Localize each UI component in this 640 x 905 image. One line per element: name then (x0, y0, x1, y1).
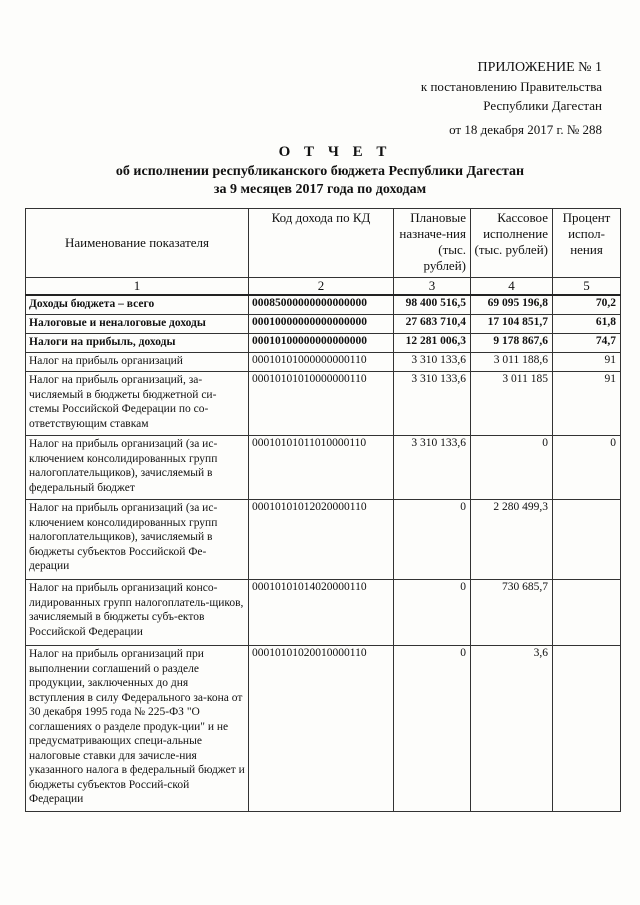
row-name: Налог на прибыль организаций (26, 353, 249, 372)
row-code: 00010101014020000110 (249, 580, 394, 646)
row-code: 00010101020010000110 (249, 646, 394, 812)
header-pct: Процент испол-нения (553, 209, 621, 278)
row-pct (553, 646, 621, 812)
row-name: Налог на прибыль организаций при выполнении соглашений о разделе продукции, заключенных до дня вступления в силу Федерального за-кона от 30 декабря 1995 года № 225-ФЗ "О соглашениях о разделе продук-ции" и не предусматривающих специ-альные налоговые ставки для зачисле-ния указанного налога в федеральный бюджет и бюджеты субъектов Россий-ской Федерации (26, 646, 249, 812)
appendix-title: ПРИЛОЖЕНИЕ № 1 (477, 60, 602, 75)
row-plan: 3 310 133,6 (394, 436, 471, 500)
row-exec: 3 011 185 (471, 372, 553, 436)
col-number: 2 (249, 278, 394, 296)
table-row (26, 580, 621, 646)
row-plan: 3 310 133,6 (394, 372, 471, 436)
row-pct (553, 500, 621, 580)
header-plan: Плановые назначе-ния (тыс. рублей) (394, 209, 471, 278)
row-name: Налог на прибыль организаций (за ис-ключением консолидированных групп налогоплательщиков), зачисляемый в федеральный бюджет (26, 436, 249, 500)
title-line-1: О Т Ч Е Т (278, 144, 392, 160)
table-row (26, 334, 621, 353)
row-name: Налог на прибыль организаций (за ис-ключением консолидированных групп налогоплательщиков), зачисляемый в бюджеты субъектов Российской Фе-дерации (26, 500, 249, 580)
row-exec: 0 (471, 436, 553, 500)
header-exec: Кассовое исполнение (тыс. рублей) (471, 209, 553, 278)
row-code: 00010000000000000000 (249, 315, 394, 334)
row-pct: 91 (553, 372, 621, 436)
row-code: 00010101011010000110 (249, 436, 394, 500)
row-plan: 0 (394, 500, 471, 580)
row-name: Налоги на прибыль, доходы (26, 334, 249, 353)
table-header-row (26, 209, 621, 278)
title-line-3: за 9 месяцев 2017 года по доходам (213, 182, 427, 197)
row-code: 00010101010000000110 (249, 372, 394, 436)
row-plan: 0 (394, 646, 471, 812)
appendix-block (421, 58, 602, 139)
row-name: Налог на прибыль организаций, за-числяемый в бюджеты бюджетной си-стемы Российской Федерации по со-ответствующим ставкам (26, 372, 249, 436)
row-exec: 17 104 851,7 (471, 315, 553, 334)
appendix-date: от 18 декабря 2017 г. № 288 (449, 122, 602, 137)
row-exec: 3 011 188,6 (471, 353, 553, 372)
row-exec: 730 685,7 (471, 580, 553, 646)
row-pct: 0 (553, 436, 621, 500)
appendix-reference: к постановлению Правительства (420, 79, 602, 94)
row-plan: 12 281 006,3 (394, 334, 471, 353)
row-exec: 9 178 867,6 (471, 334, 553, 353)
row-name: Доходы бюджета – всего (26, 295, 249, 315)
row-name: Налог на прибыль организаций консо-лидированных групп налогоплатель-щиков, зачисляемый в бюджеты субъ-ектов Российской Федерации (26, 580, 249, 646)
row-pct: 70,2 (553, 295, 621, 315)
row-exec: 2 280 499,3 (471, 500, 553, 580)
header-code: Код дохода по КД (249, 209, 394, 278)
revenue-table (25, 208, 621, 812)
row-name: Налоговые и неналоговые доходы (26, 315, 249, 334)
col-number: 4 (471, 278, 553, 296)
table-row (26, 372, 621, 436)
appendix-republic: Республики Дагестан (483, 98, 602, 113)
row-pct: 74,7 (553, 334, 621, 353)
header-name: Наименование показателя (26, 209, 249, 278)
table-row (26, 353, 621, 372)
row-exec: 3,6 (471, 646, 553, 812)
table-row (26, 436, 621, 500)
row-plan: 98 400 516,5 (394, 295, 471, 315)
row-code: 00010101000000000110 (249, 353, 394, 372)
table-row (26, 646, 621, 812)
row-plan: 0 (394, 580, 471, 646)
row-pct: 91 (553, 353, 621, 372)
col-number: 5 (553, 278, 621, 296)
row-plan: 3 310 133,6 (394, 353, 471, 372)
report-title (0, 144, 640, 198)
row-exec: 69 095 196,8 (471, 295, 553, 315)
row-plan: 27 683 710,4 (394, 315, 471, 334)
row-pct: 61,8 (553, 315, 621, 334)
row-code: 00085000000000000000 (249, 295, 394, 315)
col-number: 1 (26, 278, 249, 296)
table-row (26, 315, 621, 334)
row-code: 00010100000000000000 (249, 334, 394, 353)
title-line-2: об исполнении республиканского бюджета Республики Дагестан (115, 164, 525, 179)
row-code: 00010101012020000110 (249, 500, 394, 580)
table-row (26, 500, 621, 580)
col-number: 3 (394, 278, 471, 296)
row-pct (553, 580, 621, 646)
table-row (26, 295, 621, 315)
column-number-row (26, 278, 621, 296)
